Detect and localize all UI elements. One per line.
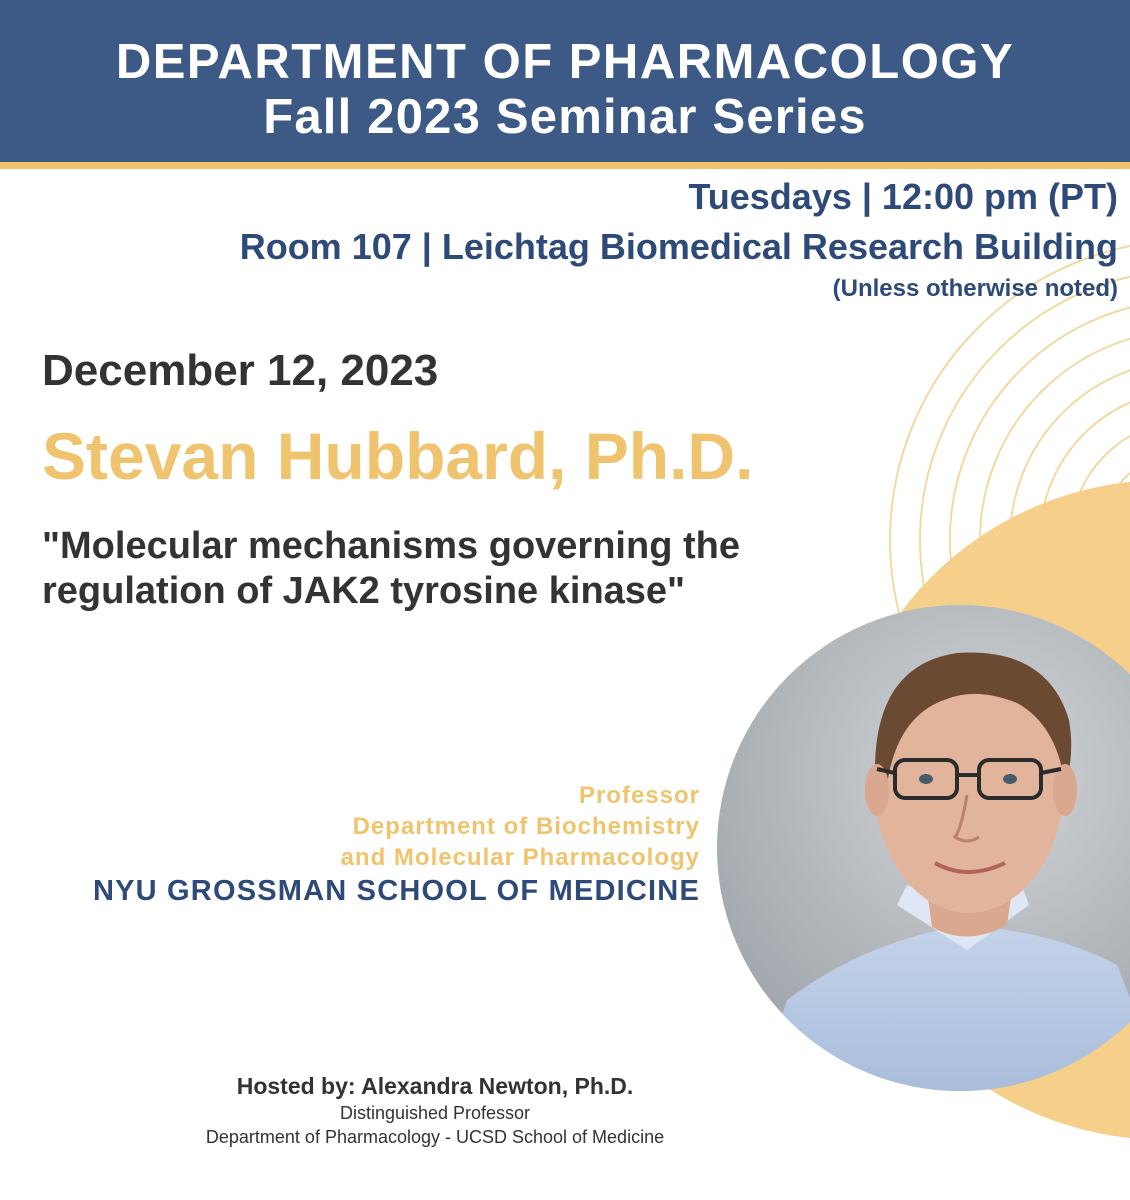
- series-title: Fall 2023 Seminar Series: [263, 90, 867, 144]
- speaker-name: Stevan Hubbard, Ph.D.: [42, 419, 754, 493]
- speaker-institution: NYU GROSSMAN SCHOOL OF MEDICINE: [92, 875, 700, 907]
- talk-title-line-1: "Molecular mechanisms governing the: [42, 525, 740, 567]
- host-title: Distinguished Professor: [339, 1103, 531, 1123]
- schedule-note: (Unless otherwise noted): [832, 275, 1118, 302]
- speaker-position: Professor: [578, 782, 700, 809]
- speaker-department-line-1: Department of Biochemistry: [352, 813, 700, 840]
- host-department: Department of Pharmacology - UCSD School of Medicine: [205, 1127, 665, 1147]
- host-name: Hosted by: Alexandra Newton, Ph.D.: [236, 1073, 634, 1099]
- talk-title: [42, 524, 740, 614]
- gold-divider: [0, 162, 1130, 169]
- schedule-time: Tuesdays | 12:00 pm (PT): [688, 176, 1118, 217]
- speaker-department-line-2: and Molecular Pharmacology: [340, 844, 700, 871]
- schedule-location: Room 107 | Leichtag Biomedical Research Building: [239, 226, 1118, 267]
- header-banner: [0, 0, 1130, 162]
- event-date: December 12, 2023: [42, 346, 439, 395]
- talk-title-line-2: regulation of JAK2 tyrosine kinase": [42, 570, 686, 612]
- department-title: DEPARTMENT OF PHARMACOLOGY: [115, 35, 1015, 89]
